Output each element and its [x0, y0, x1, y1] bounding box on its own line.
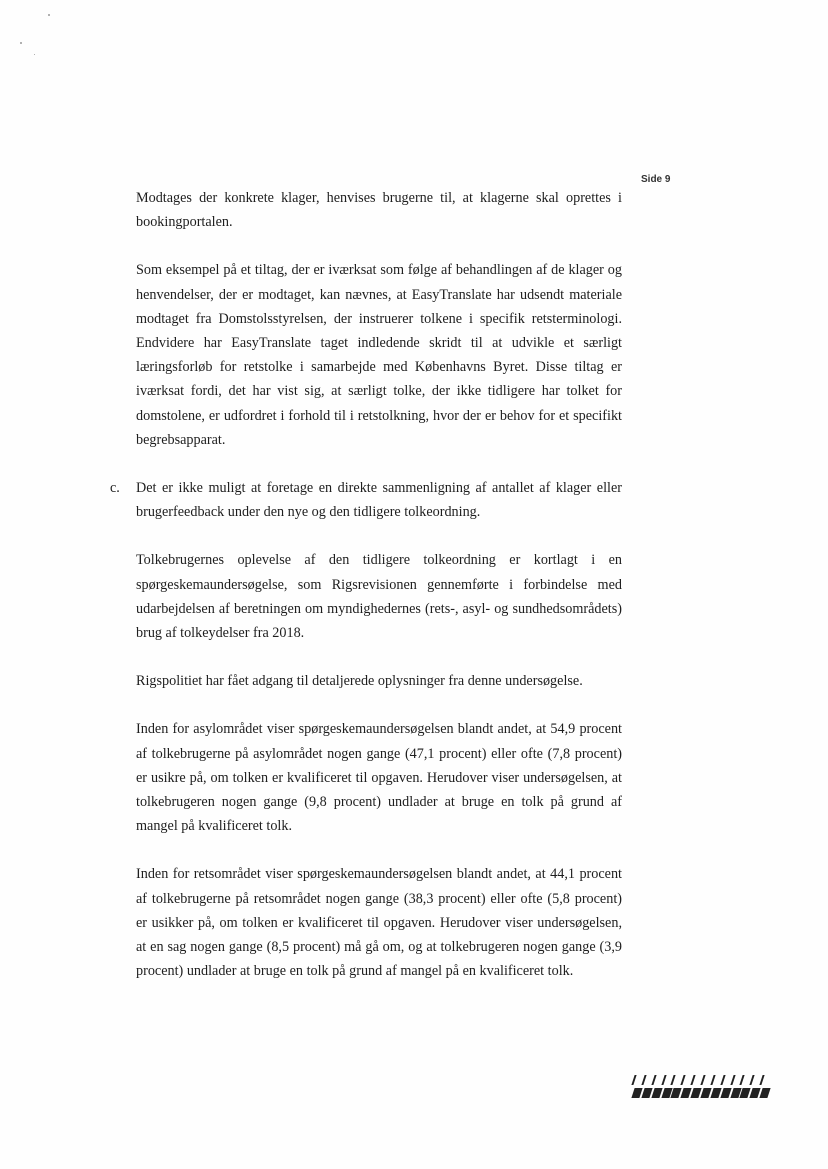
- paragraph-text: Det er ikke muligt at foretage en direkte sammenligning af antallet af klager eller brugerfeedback under den nye og den tidligere tolkeordning.: [136, 480, 622, 521]
- paragraph: Tolkebrugernes oplevelse af den tidligere tolkeordning er kortlagt i en spørgeskemaundersøgelse, som Rigsrevisionen gennemførte i forbindelse med udarbejdelsen af beretningen om myndighedernes (rets-, asyl- og sundhedsområdets) brug af tolkeydelser fra 2018.: [136, 552, 622, 642]
- paragraph-marker: c.: [110, 480, 120, 497]
- lettered-paragraph: [110, 476, 622, 524]
- barcode-row-top: [633, 1075, 769, 1085]
- scan-speck: [34, 54, 35, 55]
- paragraph: Som eksempel på et tiltag, der er iværksat som følge af behandlingen af de klager og henvendelser, der er modtaget, kan nævnes, at EasyTranslate har udsendt materiale modtaget fra Domstolsstyrelsen, der instruerer tolkene i specifik retsterminologi. Endvidere har EasyTranslate taget indledende skridt til at udvikle et særligt læringsforløb for retstolke i samarbejde med Københavns Byret. Disse tiltag er iværksat fordi, det har vist sig, at særligt tolke, der ikke tidligere har tolket for domstolene, er udfordret i forhold til i retstolkning, hvor der er behov for et specifikt begrebsapparat.: [136, 262, 622, 448]
- paragraph: Inden for retsområdet viser spørgeskemaundersøgelsen blandt andet, at 44,1 procent af tolkebrugerne på retsområdet nogen gange (38,3 procent) eller ofte (5,8 procent) er usikker på, om tolken er kvalificeret til opgaven. Herudover viser undersøgelsen, at en sag nogen gange (8,5 procent) må gå om, og at tolkebrugeren nogen gange (3,9 procent) undlader at bruge en tolk på grund af mangel på en kvalificeret tolk.: [136, 866, 622, 980]
- scan-speck: [48, 14, 50, 16]
- document-body: [110, 186, 622, 1007]
- barcode: [633, 1075, 769, 1101]
- paragraph: Inden for asylområdet viser spørgeskemaundersøgelsen blandt andet, at 54,9 procent af tolkebrugerne på asylområdet nogen gange (47,1 procent) eller ofte (7,8 procent) er usikre på, om tolken er kvalificeret til opgaven. Herudover viser undersøgelsen, at tolkebrugeren nogen gange (9,8 procent) undlader at bruge en tolk på grund af mangel på kvalificeret tolk.: [136, 721, 622, 835]
- barcode-row-bottom: [633, 1088, 769, 1098]
- paragraph: Rigspolitiet har fået adgang til detaljerede oplysninger fra denne undersøgelse.: [136, 673, 583, 690]
- page-number: Side 9: [641, 174, 671, 185]
- scan-speck: [20, 42, 22, 44]
- paragraph: Modtages der konkrete klager, henvises brugerne til, at klagerne skal oprettes i bookingportalen.: [136, 190, 622, 231]
